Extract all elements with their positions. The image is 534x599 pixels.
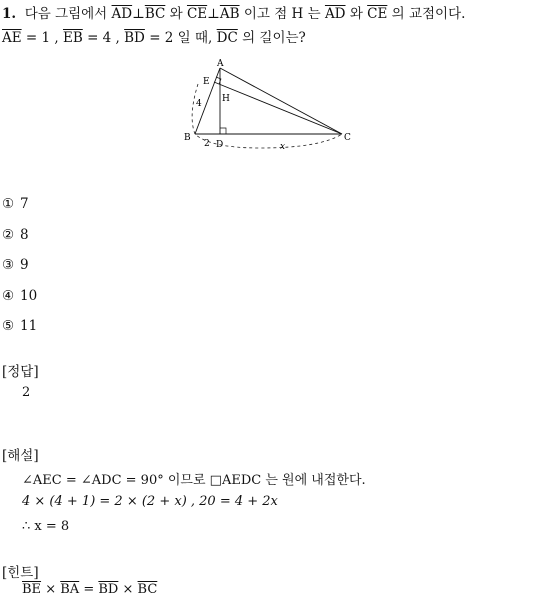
length-bd: 2 [204,139,210,149]
choice-marker: ④ [2,288,15,304]
times-symbol: × [45,582,57,597]
length-dc: x [280,142,286,152]
segment-ce-line [214,82,342,134]
explanation-line-3: ∴ x = 8 [22,519,70,534]
segment-bd: $\overline{BD}$ [98,582,119,597]
side-ac [220,68,342,134]
hint-formula [22,582,157,597]
choice-value: 7 [20,196,29,212]
segment-ad: $\overline{AD}$ [324,6,346,22]
question-text: = 4 , [87,30,120,46]
explanation-heading: [해설] [2,448,39,464]
segment-ae: $\overline{AE}$ [2,30,22,46]
question-text: 이고 점 H 는 [243,6,321,22]
segment-bd: $\overline{BD}$ [124,30,145,46]
choice-marker: ③ [2,257,15,273]
segment-dc: $\overline{DC}$ [216,30,238,46]
answer-value: 2 [22,385,31,400]
choice-1[interactable] [2,196,29,212]
label-c: C [344,133,351,143]
segment-bc: $\overline{BC}$ [144,6,166,22]
hint-heading: [힌트] [2,565,39,581]
label-h: H [222,94,230,104]
segment-be: $\overline{BE}$ [22,582,42,597]
choice-4[interactable] [2,288,37,304]
answer-heading: [정답] [2,364,39,380]
segment-ba: $\overline{BA}$ [60,582,80,597]
times-symbol: × [122,582,134,597]
explanation-line-2: 4 × (4 + 1) = 2 × (2 + x) , 20 = 4 + 2x [22,494,278,509]
question-text: 다음 그림에서 [24,6,108,22]
segment-ce: $\overline{CE}$ [186,6,208,22]
segment-ad: $\overline{AD}$ [111,6,133,22]
perp-symbol: ⊥ [207,6,220,22]
geometry-figure [180,56,360,156]
question-line-2 [2,26,306,46]
equals-symbol: = [83,582,95,597]
question-text: = 1 , [25,30,59,46]
question-line-1 [2,2,465,22]
label-e: E [203,77,210,87]
explanation-line-1: ∠AEC = ∠ADC = 90° 이므로 □AEDC 는 원에 내접한다. [22,473,366,488]
right-angle-d [220,128,226,134]
choice-value: 10 [20,288,38,304]
length-eb: 4 [196,99,202,109]
choice-marker: ⑤ [2,318,15,334]
segment-bc: $\overline{BC}$ [137,582,158,597]
segment-ce: $\overline{CE}$ [367,6,388,22]
segment-eb: $\overline{EB}$ [62,30,83,46]
choice-value: 11 [20,318,38,334]
choice-value: 8 [20,227,29,243]
segment-ab: $\overline{AB}$ [219,6,240,22]
choice-5[interactable] [2,318,37,334]
choice-3[interactable] [2,257,29,273]
label-d: D [216,140,224,150]
choice-marker: ② [2,227,15,243]
choice-value: 9 [20,257,29,273]
choice-2[interactable] [2,227,29,243]
question-text: 의 길이는? [242,30,306,46]
question-text: = 2 일 때, [149,30,213,46]
question-number: 1. [2,6,17,22]
perp-symbol: ⊥ [132,6,145,22]
question-text: 와 [169,6,183,22]
choice-marker: ① [2,196,15,212]
label-a: A [217,59,224,69]
question-text: 의 교점이다. [391,6,466,22]
question-text: 와 [349,6,363,22]
label-b: B [184,133,191,143]
